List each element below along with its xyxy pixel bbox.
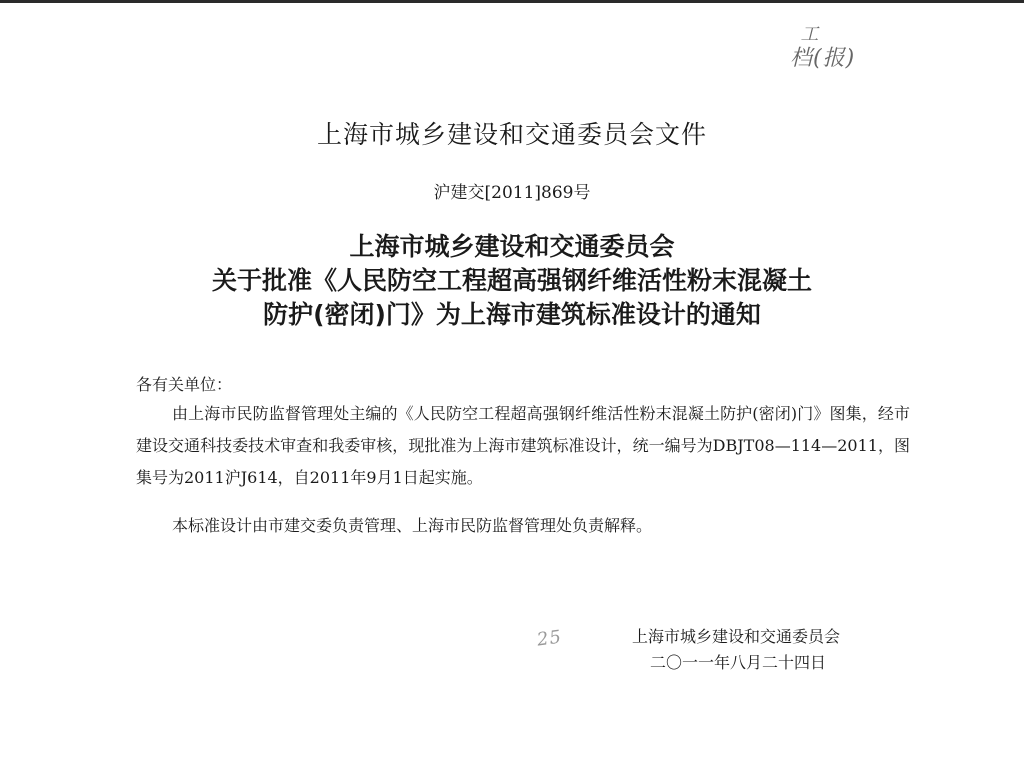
handwritten-archive-note: 档(报) [790,46,856,71]
signature-date: 二〇一一年八月二十四日 [650,653,827,672]
signature-organization: 上海市城乡建设和交通委员会 [632,627,841,646]
title-line-2: 关于批准《人民防空工程超高强钢纤维活性粉末混凝土 [211,266,812,295]
title-line-3: 防护(密闭)门》为上海市建筑标准设计的通知 [263,300,761,329]
title-line-1: 上海市城乡建设和交通委员会 [349,232,675,261]
handwritten-mark-top: 工 [800,24,820,45]
body-paragraph-2: 本标准设计由市建交委负责管理、上海市民防监督管理处负责解释。 [172,516,653,535]
handwritten-number: 25 [535,626,564,651]
salutation: 各有关单位： [136,375,233,394]
document-number: 沪建交[2011]869号 [433,183,591,203]
top-border-rule [0,0,1024,3]
issuer-file-header: 上海市城乡建设和交通委员会文件 [316,120,707,149]
body-paragraph-1: 由上海市民防监督管理处主编的《人民防空工程超高强钢纤维活性粉末混凝土防护(密闭)门》图集，经市建设交通科技委技术审查和我委审核，现批准为上海市建筑标准设计，统一编号为DBJT08—114—2011，图集号为2011沪J614，自2011年9月1日起实施。 [136,404,910,487]
document-title [0,230,1024,332]
